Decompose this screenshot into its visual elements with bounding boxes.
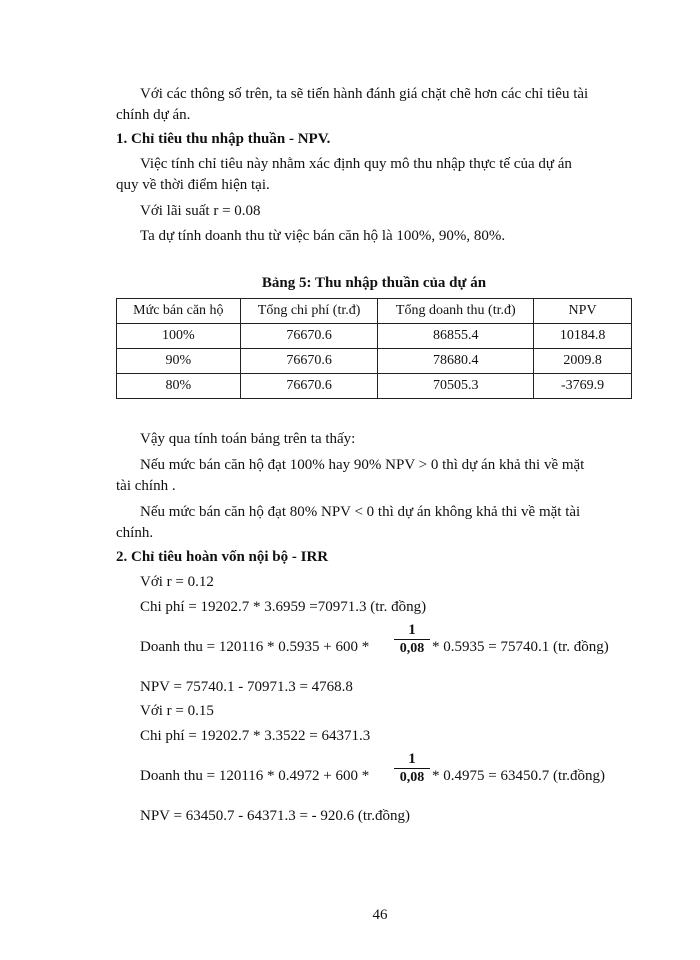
table-header-cell: Tổng doanh thu (tr.đ) xyxy=(378,299,534,324)
intro-line-1: Với các thông số trên, ta sẽ tiến hành đánh giá chặt chẽ hơn các chỉ tiêu tài xyxy=(140,86,589,102)
section-2-revenue-2-post: * 0.4975 = 63450.7 (tr.đồng) xyxy=(432,768,606,784)
section-2-revenue-1-pre: Doanh thu = 120116 * 0.5935 + 600 * xyxy=(140,639,370,655)
section-2-revenue-1-post: * 0.5935 = 75740.1 (tr. đồng) xyxy=(432,639,609,655)
conclusion-positive-line-1: Nếu mức bán căn hộ đạt 100% hay 90% NPV > 0 thì dự án khả thi về mặt xyxy=(140,457,585,473)
table-row xyxy=(117,324,632,349)
fraction-1-numerator: 1 xyxy=(408,622,416,638)
section-1-assumption: Ta dự tính doanh thu từ việc bán căn hộ là 100%, 90%, 80%. xyxy=(140,228,506,244)
table-cell: 90% xyxy=(117,349,241,374)
fraction-2-denominator: 0,08 xyxy=(394,768,430,787)
section-1-desc-line-2: quy về thời điểm hiện tại. xyxy=(116,177,270,193)
section-1-rate: Với lãi suất r = 0.08 xyxy=(140,203,261,219)
table-cell: 76670.6 xyxy=(240,349,378,374)
conclusion-negative-line-2: chính. xyxy=(116,525,154,541)
table-cell: 2009.8 xyxy=(534,349,632,374)
table-header-row xyxy=(117,299,632,324)
section-2-cost-2: Chi phí = 19202.7 * 3.3522 = 64371.3 xyxy=(140,728,371,744)
section-1-heading: 1. Chỉ tiêu thu nhập thuần - NPV. xyxy=(116,131,331,147)
page-number: 46 xyxy=(372,907,388,923)
table-cell: 86855.4 xyxy=(378,324,534,349)
conclusion-negative-line-1: Nếu mức bán căn hộ đạt 80% NPV < 0 thì dự án không khả thi về mặt tài xyxy=(140,504,581,520)
table-cell: 76670.6 xyxy=(240,374,378,399)
section-2-revenue-2-pre: Doanh thu = 120116 * 0.4972 + 600 * xyxy=(140,768,370,784)
npv-table xyxy=(116,298,632,399)
fraction-1 xyxy=(394,621,430,658)
intro-line-2: chính dự án. xyxy=(116,107,191,123)
section-2-heading: 2. Chỉ tiêu hoàn vốn nội bộ - IRR xyxy=(116,549,329,565)
table-cell: 78680.4 xyxy=(378,349,534,374)
table-cell: 100% xyxy=(117,324,241,349)
fraction-1-denominator: 0,08 xyxy=(394,639,430,658)
section-2-npv-2: NPV = 63450.7 - 64371.3 = - 920.6 (tr.đồng) xyxy=(140,808,410,824)
conclusion-positive-line-2: tài chính . xyxy=(116,478,176,494)
table-row xyxy=(117,374,632,399)
section-2-cost-1: Chi phí = 19202.7 * 3.6959 =70971.3 (tr. đồng) xyxy=(140,599,427,615)
table-header-cell: Tổng chi phí (tr.đ) xyxy=(240,299,378,324)
fraction-2-numerator: 1 xyxy=(408,751,416,767)
table-cell: 80% xyxy=(117,374,241,399)
table-caption: Bảng 5: Thu nhập thuần của dự án xyxy=(261,275,487,291)
table-cell: 76670.6 xyxy=(240,324,378,349)
table-header-cell: Mức bán căn hộ xyxy=(117,299,241,324)
section-2-rate-2: Với r = 0.15 xyxy=(140,703,214,719)
section-2-npv-1: NPV = 75740.1 - 70971.3 = 4768.8 xyxy=(140,679,353,695)
fraction-2 xyxy=(394,750,430,787)
table-cell: 10184.8 xyxy=(534,324,632,349)
table-header-cell: NPV xyxy=(534,299,632,324)
conclusion-intro: Vậy qua tính toán bảng trên ta thấy: xyxy=(140,431,356,447)
table-row xyxy=(117,349,632,374)
table-cell: -3769.9 xyxy=(534,374,632,399)
section-2-rate-1: Với r = 0.12 xyxy=(140,574,214,590)
table-cell: 70505.3 xyxy=(378,374,534,399)
section-1-desc-line-1: Việc tính chỉ tiêu này nhằm xác định quy mô thu nhập thực tế của dự án xyxy=(140,156,572,172)
